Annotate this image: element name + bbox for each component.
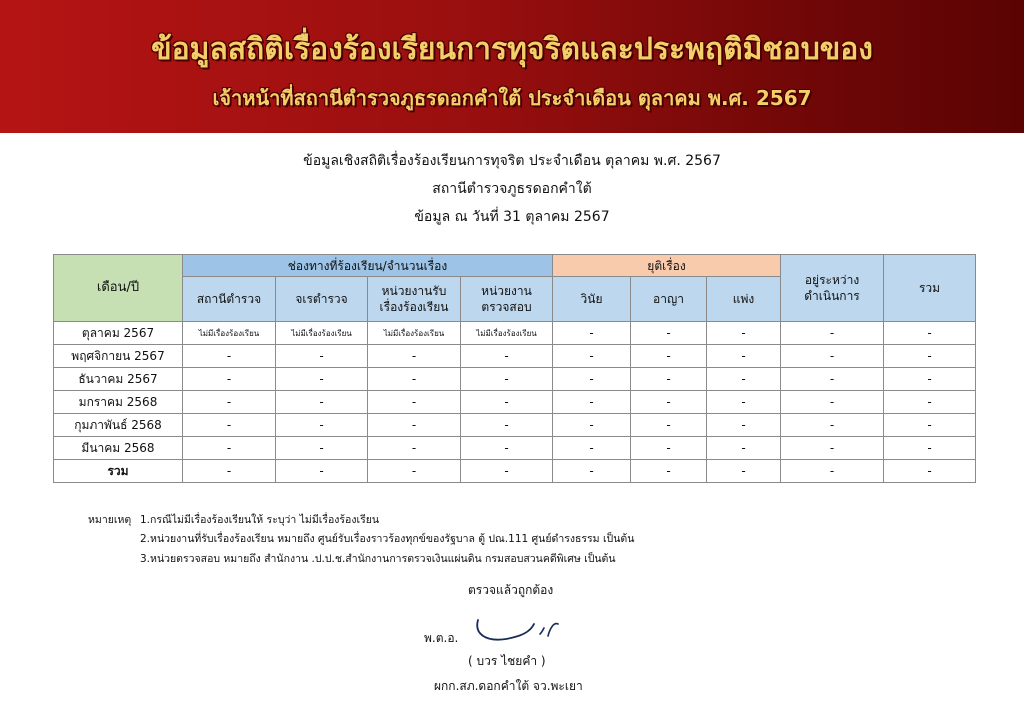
channel-header-police-station: สถานีตำรวจ	[183, 277, 276, 322]
value-cell: -	[553, 322, 631, 345]
month-cell: พฤศจิกายน 2567	[54, 345, 183, 368]
value-cell: -	[183, 437, 276, 460]
value-cell: -	[707, 437, 781, 460]
value-cell: -	[884, 322, 976, 345]
value-cell: -	[276, 345, 368, 368]
total-row-label: รวม	[54, 460, 183, 483]
value-cell: -	[183, 414, 276, 437]
value-cell: -	[781, 368, 884, 391]
month-cell: มีนาคม 2568	[54, 437, 183, 460]
value-cell: -	[781, 322, 884, 345]
value-cell: -	[884, 414, 976, 437]
value-cell: -	[183, 391, 276, 414]
banner-title-line1: ข้อมูลสถิติเรื่องร้องเรียนการทุจริตและประพฤติมิชอบของ	[151, 32, 873, 67]
notes-label: หมายเหตุ	[88, 514, 132, 526]
signer-name: ( บวร ไชยคำ )	[468, 654, 546, 668]
value-cell: -	[461, 414, 553, 437]
value-cell: -	[276, 414, 368, 437]
report-heading-line3: ข้อมูล ณ วันที่ 31 ตุลาคม 2567	[414, 209, 610, 225]
value-cell: -	[276, 460, 368, 483]
value-cell: -	[781, 414, 884, 437]
value-cell: -	[631, 322, 707, 345]
end-group-header: ยุติเรื่อง	[553, 255, 781, 277]
value-cell: ไม่มีเรื่องร้องเรียน	[276, 322, 368, 345]
value-cell: -	[781, 460, 884, 483]
value-cell: -	[461, 460, 553, 483]
value-cell: -	[461, 345, 553, 368]
value-cell: -	[183, 460, 276, 483]
value-cell: -	[183, 345, 276, 368]
table-row	[54, 322, 976, 345]
value-cell: -	[781, 345, 884, 368]
value-cell: -	[368, 437, 461, 460]
complaint-statistics-table	[53, 254, 976, 483]
value-cell: -	[553, 345, 631, 368]
value-cell: -	[276, 437, 368, 460]
value-cell: -	[368, 391, 461, 414]
value-cell: -	[781, 437, 884, 460]
value-cell: ไม่มีเรื่องร้องเรียน	[183, 322, 276, 345]
value-cell: -	[553, 391, 631, 414]
month-cell: กุมภาพันธ์ 2568	[54, 414, 183, 437]
value-cell: -	[707, 414, 781, 437]
value-cell: -	[461, 368, 553, 391]
value-cell: -	[553, 437, 631, 460]
value-cell: -	[781, 391, 884, 414]
value-cell: -	[631, 437, 707, 460]
value-cell: -	[707, 345, 781, 368]
value-cell: -	[884, 460, 976, 483]
table-row	[54, 460, 976, 483]
value-cell: -	[276, 391, 368, 414]
month-column-header: เดือน/ปี	[54, 255, 183, 322]
table-body	[54, 322, 976, 483]
certified-text: ตรวจแล้วถูกต้อง	[468, 583, 554, 597]
channel-header-police-inspector: จเรตำรวจ	[276, 277, 368, 322]
channel-header-complaint-agency: หน่วยงานรับ เรื่องร้องเรียน	[368, 277, 461, 322]
end-header-civil: แพ่ง	[707, 277, 781, 322]
report-heading-line2: สถานีตำรวจภูธรดอกคำใต้	[432, 181, 592, 197]
value-cell: -	[553, 460, 631, 483]
signer-position: ผกก.สภ.ดอกคำใต้ จว.พะเยา	[434, 679, 583, 693]
value-cell: -	[707, 460, 781, 483]
value-cell: -	[884, 345, 976, 368]
value-cell: -	[461, 437, 553, 460]
value-cell: -	[183, 368, 276, 391]
value-cell: -	[368, 368, 461, 391]
month-cell: มกราคม 2568	[54, 391, 183, 414]
table-row	[54, 345, 976, 368]
value-cell: -	[707, 322, 781, 345]
value-cell: -	[707, 391, 781, 414]
table-row	[54, 391, 976, 414]
month-cell: ธันวาคม 2567	[54, 368, 183, 391]
table-row	[54, 437, 976, 460]
value-cell: -	[276, 368, 368, 391]
signer-rank: พ.ต.อ.	[424, 631, 459, 645]
pending-column-header: อยู่ระหว่าง ดำเนินการ	[781, 255, 884, 322]
channels-group-header: ช่องทางที่ร้องเรียน/จำนวนเรื่อง	[183, 255, 553, 277]
value-cell: -	[631, 460, 707, 483]
value-cell: -	[368, 460, 461, 483]
value-cell: -	[884, 368, 976, 391]
value-cell: -	[553, 414, 631, 437]
value-cell: -	[461, 391, 553, 414]
value-cell: -	[631, 414, 707, 437]
end-header-criminal: อาญา	[631, 277, 707, 322]
note-item-2: 2.หน่วยงานที่รับเรื่องร้องเรียน หมายถึง ศูนย์รับเรื่องราวร้องทุกข์ของรัฐบาล ตู้ ปณ.111 ศูนย์ดำรงธรรม เป็นต้น	[140, 533, 635, 545]
value-cell: -	[631, 391, 707, 414]
value-cell: -	[368, 414, 461, 437]
value-cell: -	[631, 345, 707, 368]
value-cell: -	[884, 391, 976, 414]
note-item-1: 1.กรณีไม่มีเรื่องร้องเรียนให้ ระบุว่า ไม่มีเรื่องร้องเรียน	[140, 514, 380, 526]
table-row	[54, 368, 976, 391]
report-heading-line1: ข้อมูลเชิงสถิติเรื่องร้องเรียนการทุจริต ประจำเดือน ตุลาคม พ.ศ. 2567	[303, 153, 721, 169]
value-cell: -	[631, 368, 707, 391]
value-cell: ไม่มีเรื่องร้องเรียน	[368, 322, 461, 345]
month-cell: ตุลาคม 2567	[54, 322, 183, 345]
table-row	[54, 414, 976, 437]
handwritten-signature	[470, 612, 570, 646]
value-cell: -	[368, 345, 461, 368]
banner-title-line2: เจ้าหน้าที่สถานีตำรวจภูธรดอกคำใต้ ประจำเดือน ตุลาคม พ.ศ. 2567	[212, 86, 812, 110]
value-cell: -	[707, 368, 781, 391]
value-cell: -	[884, 437, 976, 460]
title-banner	[0, 0, 1024, 133]
value-cell: -	[553, 368, 631, 391]
total-column-header: รวม	[884, 255, 976, 322]
channel-header-audit-agency: หน่วยงาน ตรวจสอบ	[461, 277, 553, 322]
note-item-3: 3.หน่วยตรวจสอบ หมายถึง สำนักงาน .ป.ป.ช.สำนักงานการตรวจเงินแผ่นดิน กรมสอบสวนคดีพิเศษ เป็นต้น	[140, 553, 616, 565]
end-header-discipline: วินัย	[553, 277, 631, 322]
value-cell: ไม่มีเรื่องร้องเรียน	[461, 322, 553, 345]
